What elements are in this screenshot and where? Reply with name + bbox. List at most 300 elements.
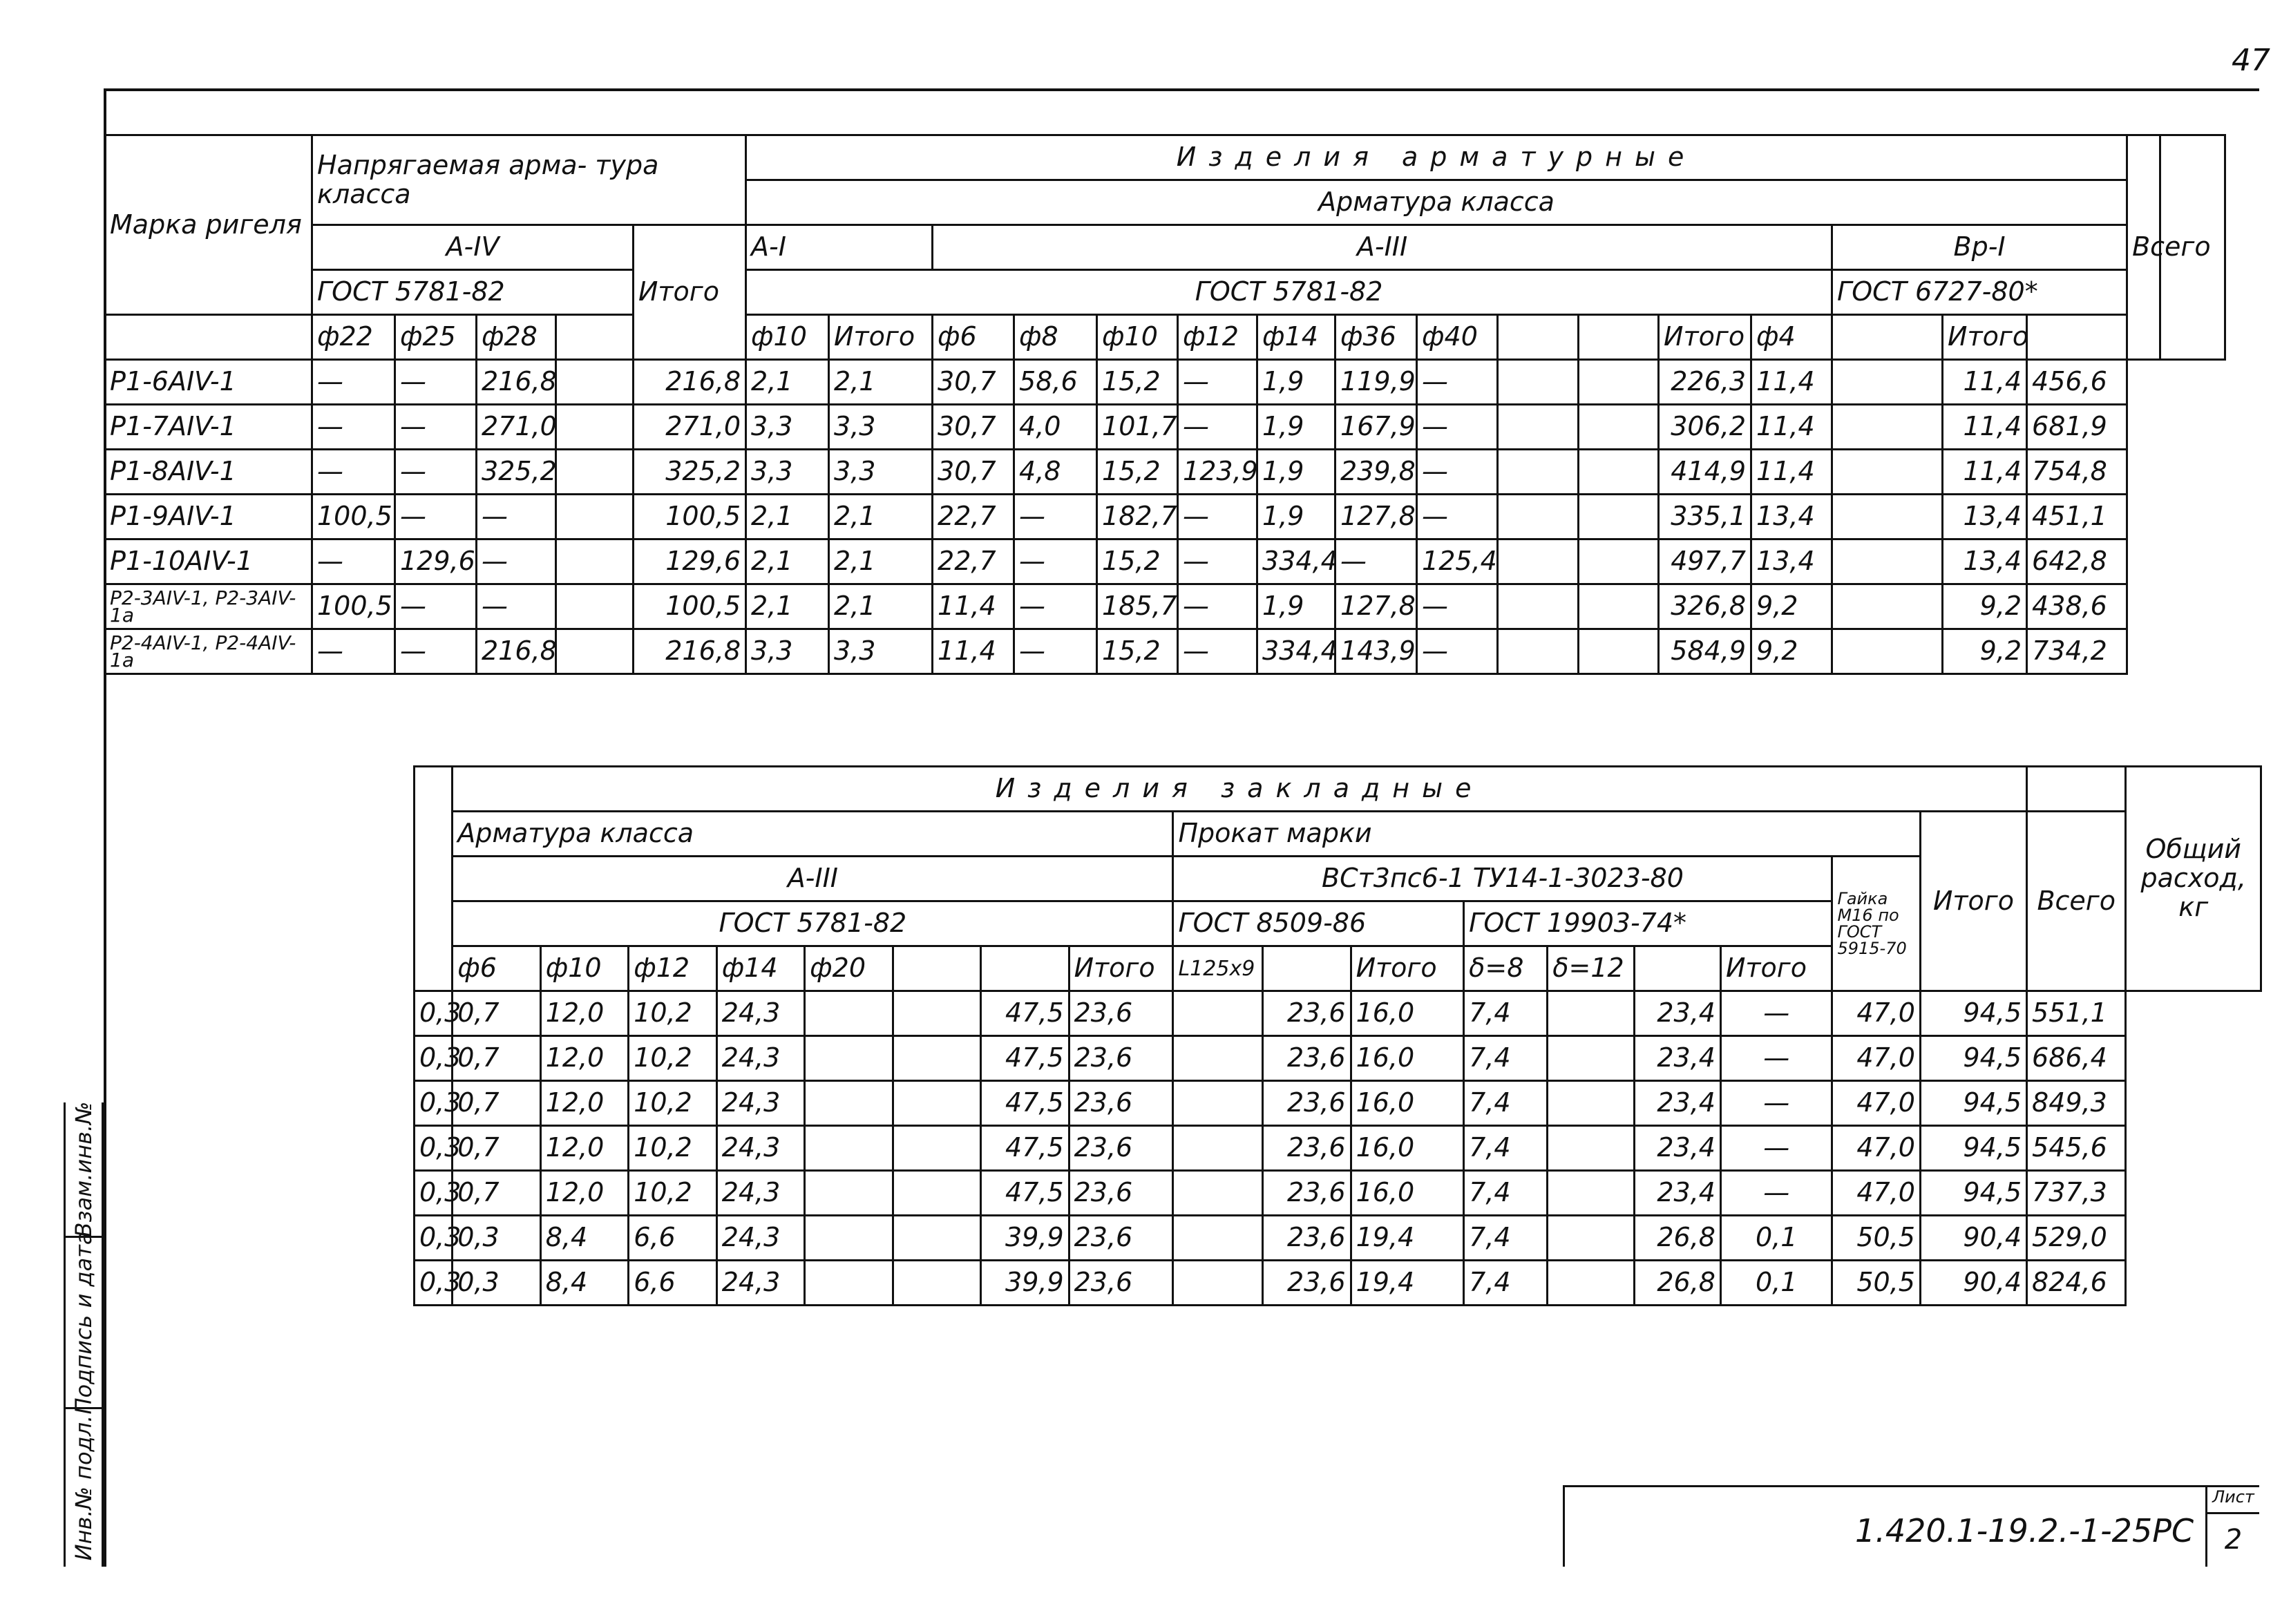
table-cell — [1548, 1216, 1634, 1261]
table-cell — [805, 1171, 893, 1216]
table-row — [105, 360, 2225, 405]
table-cell: 11,4 — [1751, 405, 1832, 450]
table-cell: 0,7 — [453, 1036, 540, 1081]
table-cell: 94,5 — [1920, 1171, 2026, 1216]
side-label-vzam: Взам.инв.№ — [70, 1101, 97, 1237]
header-gost-vp: ГОСТ 6727-80* — [1832, 270, 2127, 315]
table-cell — [1579, 405, 1659, 450]
header2-itogo: Итого — [1920, 812, 2026, 991]
table-cell: 737,3 — [2027, 1171, 2126, 1216]
table-cell: 438,6 — [2027, 584, 2127, 629]
table-cell: 10,2 — [629, 1081, 716, 1126]
header2-gost-8509: ГОСТ 8509-86 — [1173, 901, 1464, 946]
table-cell: 6,6 — [629, 1261, 716, 1306]
document-code: 1.420.1-19.2.-1-25РС — [1855, 1512, 2194, 1549]
table-cell: — — [1178, 405, 1257, 450]
table-cell: 90,4 — [1920, 1216, 2026, 1261]
header2-s12: δ=12 — [1548, 946, 1634, 991]
table-cell: 23,6 — [1069, 1126, 1173, 1171]
table-cell: 545,6 — [2027, 1126, 2126, 1171]
embedded-items-table — [413, 765, 2262, 1306]
table-cell: — — [395, 495, 477, 539]
table-cell: 12,0 — [540, 1171, 628, 1216]
table-cell: 11,4 — [1943, 360, 2027, 405]
table-cell: — — [1417, 495, 1498, 539]
table-cell: — — [1417, 360, 1498, 405]
table-cell: — — [312, 629, 395, 674]
table-cell — [556, 584, 634, 629]
table-cell: — — [312, 450, 395, 495]
table-cell: 47,5 — [981, 1171, 1069, 1216]
header2-vst: ВСт3пс6-1 ТУ14-1-3023-80 — [1173, 857, 1832, 901]
table-cell: 3,3 — [829, 629, 933, 674]
header2-s8: δ=8 — [1464, 946, 1548, 991]
table-cell: 216,8 — [477, 629, 556, 674]
table-cell — [1832, 405, 1943, 450]
table-cell: 3,3 — [746, 450, 829, 495]
header-d36: ф36 — [1335, 315, 1417, 360]
sheet-number: 2 — [2224, 1524, 2243, 1556]
table-cell — [1832, 629, 1943, 674]
header-d40: ф40 — [1417, 315, 1498, 360]
table-cell: 22,7 — [933, 495, 1014, 539]
table-cell — [1832, 584, 1943, 629]
table-cell: — — [1417, 629, 1498, 674]
table-cell: 100,5 — [634, 495, 746, 539]
table-cell — [556, 495, 634, 539]
table-cell: 13,4 — [1751, 495, 1832, 539]
table-cell: 47,0 — [1832, 1171, 1920, 1216]
header2-gaika: Гайка М16 по ГОСТ 5915-70 — [1832, 857, 1920, 991]
header2-empty — [1634, 946, 1720, 991]
row-mark: Р1-8АIV-1 — [105, 450, 312, 495]
header2-gost-a: ГОСТ 5781-82 — [453, 901, 1173, 946]
table-cell — [1173, 1171, 1263, 1216]
header-a1-d10: ф10 — [746, 315, 829, 360]
table-cell — [1498, 584, 1579, 629]
table-cell: 23,6 — [1069, 1081, 1173, 1126]
table-cell — [1498, 495, 1579, 539]
table-row — [415, 1036, 2261, 1081]
header2-obshchiy: Общий расход, кг — [2126, 767, 2261, 991]
table-cell: — — [1014, 584, 1097, 629]
header-vp1: Вр-I — [1832, 225, 2127, 270]
table-cell: 849,3 — [2027, 1081, 2126, 1126]
table-cell: 1,9 — [1257, 495, 1335, 539]
table-cell: 7,4 — [1464, 991, 1548, 1036]
table-cell: — — [477, 584, 556, 629]
table-cell — [893, 1216, 980, 1261]
embedded-items-table-body — [415, 991, 2261, 1306]
table-cell — [1832, 450, 1943, 495]
table-cell: 642,8 — [2027, 539, 2127, 584]
table-cell: 101,7 — [1097, 405, 1178, 450]
table-cell: — — [1417, 450, 1498, 495]
table-cell: 0,1 — [1720, 1216, 1832, 1261]
table-cell — [1548, 1036, 1634, 1081]
table-cell: — — [1014, 539, 1097, 584]
table-cell: 12,0 — [540, 1036, 628, 1081]
table-cell — [1579, 539, 1659, 584]
table-cell: 15,2 — [1097, 629, 1178, 674]
table-cell: 24,3 — [716, 1216, 804, 1261]
header-d25: ф25 — [395, 315, 477, 360]
table-cell: 1,9 — [1257, 360, 1335, 405]
header-itogo: Итого — [634, 225, 746, 360]
table-cell — [556, 360, 634, 405]
side-label-podpis: Подпись и дата — [70, 1230, 97, 1415]
table-cell: 0,7 — [453, 1081, 540, 1126]
table-row — [415, 1216, 2261, 1261]
table-cell: 16,0 — [1351, 991, 1464, 1036]
table-cell: 30,7 — [933, 405, 1014, 450]
table-row — [105, 405, 2225, 450]
table-cell: 226,3 — [1659, 360, 1751, 405]
table-cell — [1548, 1171, 1634, 1216]
row-mark: Р1-9АIV-1 — [105, 495, 312, 539]
table-cell — [1548, 1081, 1634, 1126]
table-cell: 94,5 — [1920, 1126, 2026, 1171]
table-cell: 90,4 — [1920, 1261, 2026, 1306]
header2-gost-19903: ГОСТ 19903-74* — [1464, 901, 1832, 946]
row-mark: Р1-7АIV-1 — [105, 405, 312, 450]
table-cell: 24,3 — [716, 1081, 804, 1126]
table-cell: 7,4 — [1464, 1081, 1548, 1126]
table-cell: 456,6 — [2027, 360, 2127, 405]
table-cell: 0,3 — [415, 1036, 453, 1081]
table-cell: 7,4 — [1464, 1261, 1548, 1306]
table-cell: 94,5 — [1920, 1081, 2026, 1126]
table-cell — [805, 1081, 893, 1126]
table-cell: 23,6 — [1263, 1216, 1351, 1261]
table-cell: 127,8 — [1335, 584, 1417, 629]
table-cell — [805, 1036, 893, 1081]
table-cell: 4,0 — [1014, 405, 1097, 450]
table-cell: 23,6 — [1069, 1216, 1173, 1261]
table-cell: — — [1178, 360, 1257, 405]
side-cell-vzam — [66, 1102, 102, 1238]
table-cell: 2,1 — [746, 539, 829, 584]
table-cell — [893, 1081, 980, 1126]
header-d14: ф14 — [1257, 315, 1335, 360]
table-cell: 0,3 — [415, 1171, 453, 1216]
header2-s-itogo: Итого — [1720, 946, 1832, 991]
table-cell: 0,7 — [453, 991, 540, 1036]
header2-d20: ф20 — [805, 946, 893, 991]
table-cell — [556, 450, 634, 495]
table-cell — [1498, 629, 1579, 674]
table-cell: 9,2 — [1943, 629, 2027, 674]
header2-blank — [2027, 767, 2126, 812]
table-cell — [1579, 584, 1659, 629]
table-cell: 0,3 — [415, 1126, 453, 1171]
table-cell: 2,1 — [829, 360, 933, 405]
header-vp-d4: ф4 — [1751, 315, 1832, 360]
table-cell — [805, 1216, 893, 1261]
table-cell: 16,0 — [1351, 1036, 1464, 1081]
header-d12: ф12 — [1178, 315, 1257, 360]
table-cell: 23,6 — [1069, 1171, 1173, 1216]
table-cell: 24,3 — [716, 1171, 804, 1216]
table-cell: — — [312, 539, 395, 584]
side-stamp — [64, 1102, 104, 1567]
table-cell: 22,7 — [933, 539, 1014, 584]
table-cell — [1173, 1126, 1263, 1171]
header2-d12: ф12 — [629, 946, 716, 991]
table-row — [415, 1126, 2261, 1171]
table-cell: — — [1014, 495, 1097, 539]
side-label-inv: Инв.№ подл. — [70, 1415, 97, 1561]
header2-prokat: Прокат марки — [1173, 812, 1920, 857]
table-cell: — — [1720, 1126, 1832, 1171]
table-cell: 0,3 — [453, 1261, 540, 1306]
table-cell: 129,6 — [395, 539, 477, 584]
table-row — [415, 1171, 2261, 1216]
table-cell: 325,2 — [477, 450, 556, 495]
table-cell: 0,7 — [453, 1171, 540, 1216]
table-cell — [1173, 1261, 1263, 1306]
table-cell — [893, 1126, 980, 1171]
table-cell: — — [1178, 539, 1257, 584]
table-cell: 23,6 — [1263, 1261, 1351, 1306]
table-cell: — — [1335, 539, 1417, 584]
table-cell — [805, 1126, 893, 1171]
table-row — [105, 584, 2225, 629]
table-cell: 94,5 — [1920, 991, 2026, 1036]
table-cell: 8,4 — [540, 1216, 628, 1261]
table-cell: 1,9 — [1257, 450, 1335, 495]
table-cell: 50,5 — [1832, 1261, 1920, 1306]
table-cell: 123,9 — [1178, 450, 1257, 495]
table-cell: 1,9 — [1257, 584, 1335, 629]
table-cell: 15,2 — [1097, 539, 1178, 584]
table-cell: 47,0 — [1832, 991, 1920, 1036]
table-cell: 414,9 — [1659, 450, 1751, 495]
table-cell: 143,9 — [1335, 629, 1417, 674]
table-cell: 23,6 — [1069, 1261, 1173, 1306]
table-cell: 0,1 — [1720, 1261, 1832, 1306]
table-row — [105, 495, 2225, 539]
table-cell: 334,4 — [1257, 539, 1335, 584]
header2-empty — [1263, 946, 1351, 991]
table-cell: 584,9 — [1659, 629, 1751, 674]
table-cell: 7,4 — [1464, 1126, 1548, 1171]
table-cell: — — [1720, 991, 1832, 1036]
table-cell: 7,4 — [1464, 1171, 1548, 1216]
header-izdeliya: Изделия арматурные — [746, 135, 2127, 180]
table-cell — [556, 405, 634, 450]
table-cell: 0,3 — [415, 991, 453, 1036]
header-empty — [1832, 315, 1943, 360]
table-cell: 11,4 — [1751, 360, 1832, 405]
header2-a3: А-III — [453, 857, 1173, 901]
table-cell: 551,1 — [2027, 991, 2126, 1036]
table-cell: 6,6 — [629, 1216, 716, 1261]
table-cell: — — [1178, 584, 1257, 629]
table-cell: 10,2 — [629, 991, 716, 1036]
table-cell: — — [312, 405, 395, 450]
table-cell: — — [395, 450, 477, 495]
side-cell-inv — [66, 1409, 102, 1567]
title-block — [1563, 1485, 2259, 1567]
header-vsego: Всего — [2127, 135, 2160, 360]
reinforcement-table — [104, 134, 2226, 675]
row-mark: Р1-6АIV-1 — [105, 360, 312, 405]
table-row — [415, 991, 2261, 1036]
table-cell: 824,6 — [2027, 1261, 2126, 1306]
table-row — [415, 1081, 2261, 1126]
table-cell: 16,0 — [1351, 1171, 1464, 1216]
table-cell: 11,4 — [933, 629, 1014, 674]
header-empty — [556, 315, 634, 360]
table-cell — [1579, 495, 1659, 539]
header-d10: ф10 — [1097, 315, 1178, 360]
table-cell: 13,4 — [1751, 539, 1832, 584]
table-cell: 24,3 — [716, 1126, 804, 1171]
table-cell: 0,3 — [415, 1081, 453, 1126]
table-cell: 325,2 — [634, 450, 746, 495]
table-row — [105, 539, 2225, 584]
table-cell: — — [395, 360, 477, 405]
table-cell: 11,4 — [1943, 405, 2027, 450]
table-cell: 182,7 — [1097, 495, 1178, 539]
header-d6: ф6 — [933, 315, 1014, 360]
table-cell: 30,7 — [933, 360, 1014, 405]
table-cell — [893, 1171, 980, 1216]
table-cell: 216,8 — [634, 360, 746, 405]
table-cell: 2,1 — [829, 539, 933, 584]
table-cell: 271,0 — [634, 405, 746, 450]
header-a1-itogo: Итого — [829, 315, 933, 360]
left-margin — [415, 767, 453, 991]
table-cell: 13,4 — [1943, 539, 2027, 584]
table-cell: 23,6 — [1263, 991, 1351, 1036]
table-cell: 326,8 — [1659, 584, 1751, 629]
table-cell: 7,4 — [1464, 1036, 1548, 1081]
table-cell: 125,4 — [1417, 539, 1498, 584]
table-cell: 10,2 — [629, 1171, 716, 1216]
header2-d6: ф6 — [453, 946, 540, 991]
header2-empty — [981, 946, 1069, 991]
table-cell — [1548, 991, 1634, 1036]
table-cell: 26,8 — [1634, 1261, 1720, 1306]
table-cell: 19,4 — [1351, 1261, 1464, 1306]
table-cell — [1498, 539, 1579, 584]
table-cell: 15,2 — [1097, 450, 1178, 495]
table-cell: 10,2 — [629, 1036, 716, 1081]
table-cell: 47,5 — [981, 1081, 1069, 1126]
table-cell: 306,2 — [1659, 405, 1751, 450]
table-row — [105, 450, 2225, 495]
table-cell: 16,0 — [1351, 1081, 1464, 1126]
header-a1: А-I — [746, 225, 933, 270]
header-gost-a4: ГОСТ 5781-82 — [312, 270, 634, 315]
table-cell: 94,5 — [1920, 1036, 2026, 1081]
table-cell: 47,5 — [981, 1036, 1069, 1081]
header-vp-itogo: Итого — [1943, 315, 2027, 360]
table-cell — [805, 1261, 893, 1306]
table-cell: 11,4 — [1751, 450, 1832, 495]
table-cell: 10,2 — [629, 1126, 716, 1171]
header-a4: А-IV — [312, 225, 634, 270]
table-cell — [1832, 360, 1943, 405]
table-cell — [893, 1261, 980, 1306]
header2-l125: L125x9 — [1173, 946, 1263, 991]
table-cell: 23,6 — [1069, 991, 1173, 1036]
table-cell — [1173, 1216, 1263, 1261]
header-marka: Марка ригеля — [105, 135, 312, 315]
side-cell-podpis — [66, 1230, 102, 1415]
table-cell: 0,3 — [453, 1216, 540, 1261]
table-cell: 12,0 — [540, 1081, 628, 1126]
header-a3: А-III — [933, 225, 1832, 270]
table-cell: 47,0 — [1832, 1036, 1920, 1081]
table-cell: 15,2 — [1097, 360, 1178, 405]
page-number: 47 — [2232, 43, 2270, 78]
table-cell: 50,5 — [1832, 1216, 1920, 1261]
header-d8: ф8 — [1014, 315, 1097, 360]
table-cell: 24,3 — [716, 991, 804, 1036]
table-cell: 497,7 — [1659, 539, 1751, 584]
sheet-label: Лист — [2207, 1487, 2259, 1514]
table-cell: 216,8 — [477, 360, 556, 405]
header-armatura-klassa: Арматура класса — [746, 180, 2127, 225]
table-cell: — — [477, 539, 556, 584]
header2-izdeliya: Изделия закладные — [453, 767, 2027, 812]
table-cell: 9,2 — [1751, 629, 1832, 674]
table-cell: 127,8 — [1335, 495, 1417, 539]
table-cell: 23,6 — [1263, 1171, 1351, 1216]
table-cell — [1832, 539, 1943, 584]
table-cell — [556, 629, 634, 674]
table-cell — [556, 539, 634, 584]
table-cell: 24,3 — [716, 1261, 804, 1306]
row-mark: Р2-4АIV-1, Р2-4АIV-1а — [105, 629, 312, 674]
table-cell: 9,2 — [1943, 584, 2027, 629]
sheet-box — [2205, 1487, 2259, 1567]
table-cell: — — [1720, 1171, 1832, 1216]
header2-d10: ф10 — [540, 946, 628, 991]
table-cell — [893, 1036, 980, 1081]
table-cell: 2,1 — [746, 360, 829, 405]
table-cell: 11,4 — [933, 584, 1014, 629]
table-cell — [1579, 360, 1659, 405]
table-cell: 271,0 — [477, 405, 556, 450]
table-cell: 334,4 — [1257, 629, 1335, 674]
table-cell: 12,0 — [540, 1126, 628, 1171]
table-cell: 185,7 — [1097, 584, 1178, 629]
table-cell: 3,3 — [829, 405, 933, 450]
header2-empty — [893, 946, 980, 991]
table-cell — [805, 991, 893, 1036]
table-cell: 47,5 — [981, 991, 1069, 1036]
table-cell: — — [312, 360, 395, 405]
table-cell: 754,8 — [2027, 450, 2127, 495]
table-cell: 47,5 — [981, 1126, 1069, 1171]
row-mark: Р2-3АIV-1, Р2-3АIV-1а — [105, 584, 312, 629]
table-cell: 58,6 — [1014, 360, 1097, 405]
table-cell: 167,9 — [1335, 405, 1417, 450]
table-cell: 7,4 — [1464, 1216, 1548, 1261]
table-cell: 39,9 — [981, 1261, 1069, 1306]
table-cell: 529,0 — [2027, 1216, 2126, 1261]
table-cell: — — [1417, 584, 1498, 629]
table-cell — [1173, 991, 1263, 1036]
table-cell: — — [1014, 629, 1097, 674]
table-cell — [1173, 1081, 1263, 1126]
table-cell — [1498, 450, 1579, 495]
table-cell: — — [395, 584, 477, 629]
